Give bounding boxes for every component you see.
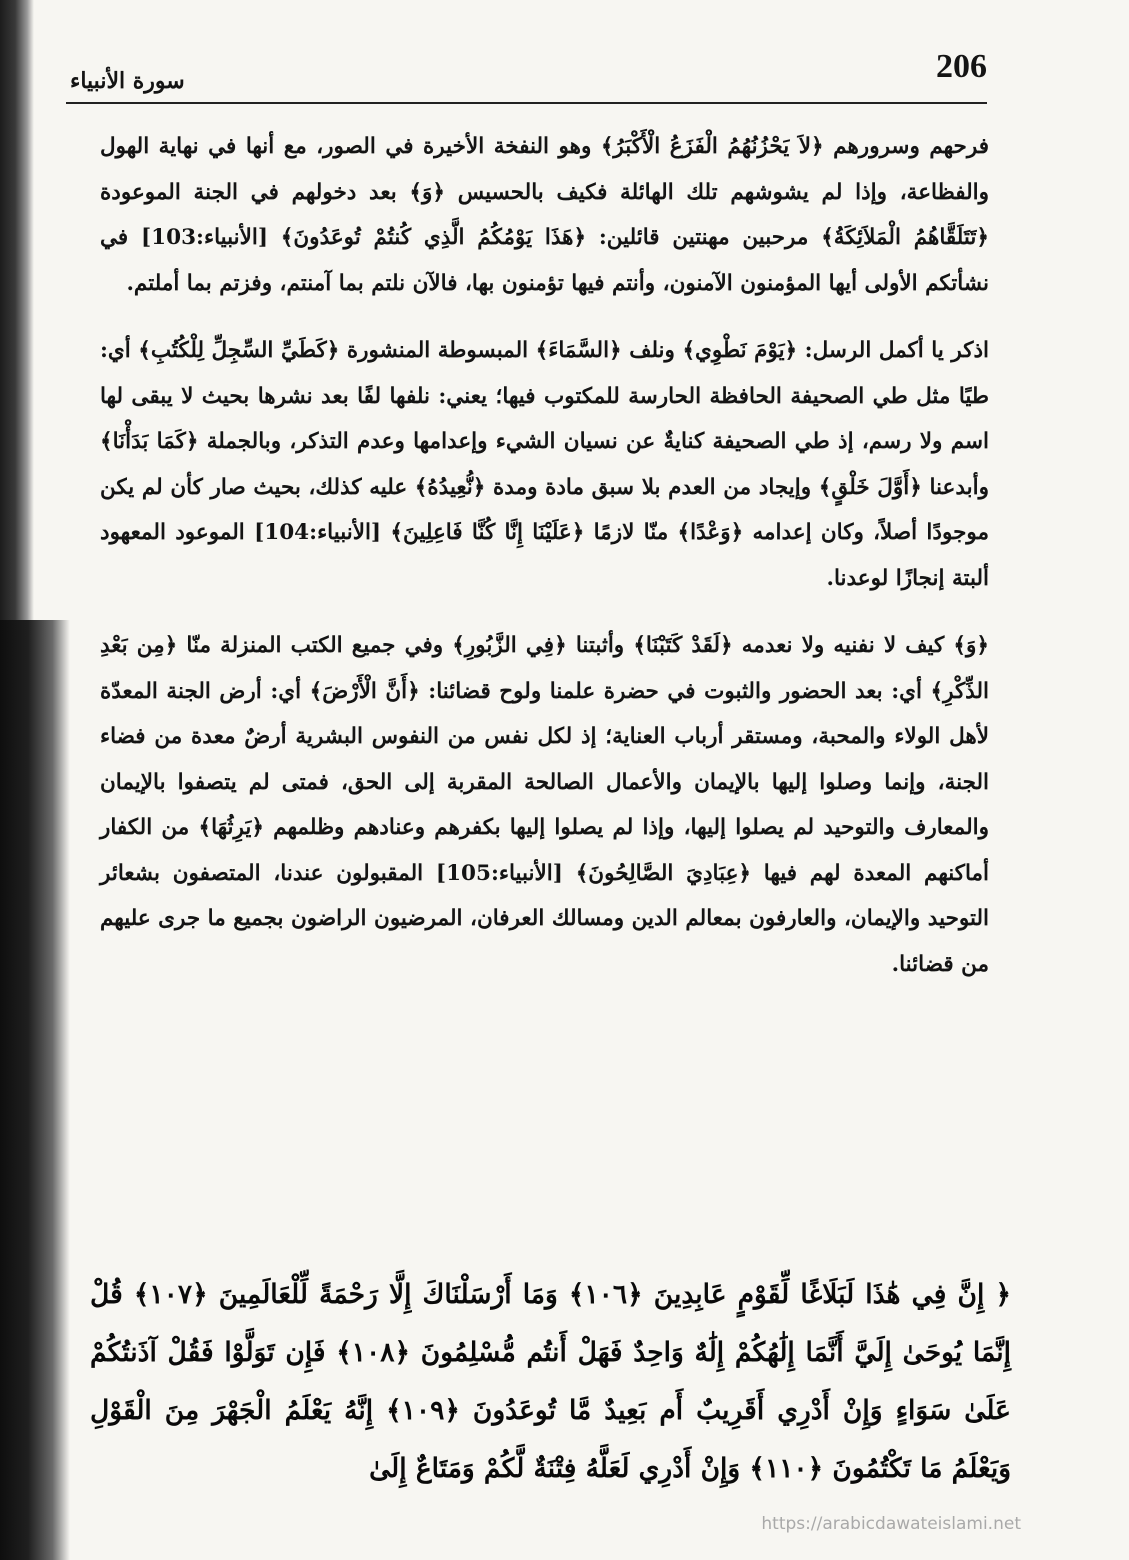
book-binding-shadow bbox=[0, 620, 70, 1560]
commentary-paragraph: ﴿وَ﴾ كيف لا نفنيه ولا نعدمه ﴿لَقَدْ كَتَبْنَا﴾ وأثبتنا ﴿فِي الزَّبُورِ﴾ وفي جميع الكتب المنزلة منّا ﴿مِن بَعْدِ الذِّكْرِ﴾ أي: بعد الحضور والثبوت في حضرة علمنا ولوح قضائنا: ﴿أَنَّ الْأَرْضَ﴾ أي: أرض الجنة المعدّة لأهل الولاء والمحبة، ومستقر أرباب العناية؛ إذ لكل نفس من النفوس البشرية أرضٌ معدة من فضاء الجنة، وإنما وصلوا إليها بالإيمان والأعمال الصالحة المقربة إلى الحق، فمتى لم يتصفوا بالإيمان والمعارف والتوحيد لم يصلوا إليها، وإذا لم يصلوا إليها بكفرهم وعنادهم وظلمهم ﴿يَرِثُهَا﴾ من الكفار أماكنهم المعدة لهم فيها ﴿عِبَادِيَ الصَّالِحُونَ﴾ [الأنبياء:105] المقبولون عندنا، المتصفون بشعائر التوحيد والإيمان، والعارفون بمعالم الدين ومسالك العرفان، المرضيون الراضون بجميع ما جرى عليهم من قضائنا. bbox=[100, 633, 989, 977]
quran-verses: ﴿ إِنَّ فِي هَٰذَا لَبَلَاغًا لِّقَوْمٍ عَابِدِينَ ﴿١٠٦﴾ وَمَا أَرْسَلْنَاكَ إِلَّا رَحْمَةً لِّلْعَالَمِينَ ﴿١٠٧﴾ قُلْ إِنَّمَا يُوحَىٰ إِلَيَّ أَنَّمَا إِلَٰهُكُمْ إِلَٰهٌ وَاحِدٌ فَهَلْ أَنتُم مُّسْلِمُونَ ﴿١٠٨﴾ فَإِن تَوَلَّوْا فَقُلْ آذَنتُكُمْ عَلَىٰ سَوَاءٍ وَإِنْ أَدْرِي أَقَرِيبٌ أَم بَعِيدٌ مَّا تُوعَدُونَ ﴿١٠٩﴾ إِنَّهُ يَعْلَمُ الْجَهْرَ مِنَ الْقَوْلِ وَيَعْلَمُ مَا تَكْتُمُونَ ﴿١١٠﴾ وَإِنْ أَدْرِي لَعَلَّهُ فِتْنَةٌ لَّكُمْ وَمَتَاعٌ إِلَىٰ bbox=[90, 1279, 1012, 1484]
commentary-paragraph: اذكر يا أكمل الرسل: ﴿يَوْمَ نَطْوِي﴾ ونلف ﴿السَّمَاءَ﴾ المبسوطة المنشورة ﴿كَطَيِّ السِّجِلِّ لِلْكُتُبِ﴾ أي: طيًا مثل طي الصحيفة الحافظة الحارسة للمكتوب فيها؛ يعني: نلفها لفًا بعد نشرها بحيث لا يبقى لها اسم ولا رسم، إذ طي الصحيفة كنايةٌ عن نسيان الشيء وإعدامها وعدم التذكر، وبالجملة ﴿كَمَا بَدَأْنَا﴾ وأبدعنا ﴿أَوَّلَ خَلْقٍ﴾ وإيجاد من العدم بلا سبق مادة ومدة ﴿نُّعِيدُهُ﴾ عليه كذلك، بحيث صار كأن لم يكن موجودًا أصلاً، وكان إعدامه ﴿وَعْدًا﴾ منّا لازمًا ﴿عَلَيْنَا إِنَّا كُنَّا فَاعِلِينَ﴾ [الأنبياء:104] الموعود المعهود ألبتة إنجازًا لوعدنا. bbox=[100, 338, 989, 591]
surah-title: سورة الأنبياء bbox=[70, 68, 185, 94]
header-rule bbox=[66, 102, 987, 104]
watermark-url: https://arabicdawateislami.net bbox=[761, 1514, 1021, 1534]
page-number: 206 bbox=[936, 48, 987, 85]
commentary-text bbox=[100, 124, 989, 1009]
commentary-paragraph: فرحهم وسرورهم ﴿لاَ يَحْزُنُهُمُ الْفَزَعُ الْأَكْبَرُ﴾ وهو النفخة الأخيرة في الصور، مع أنها في نهاية الهول والفظاعة، وإذا لم يشوشهم تلك الهائلة فكيف بالحسيس ﴿وَ﴾ بعد دخولهم في الجنة الموعودة ﴿تَتَلَقَّاهُمُ الْمَلاَئِكَةُ﴾ مرحبين مهنتين قائلين: ﴿هَذَا يَوْمُكُمُ الَّذِي كُنتُمْ تُوعَدُونَ﴾ [الأنبياء:103] في نشأتكم الأولى أيها المؤمنون الآمنون، وأنتم فيها تؤمنون بها، فالآن نلتم بما آمنتم، وفزتم بما أملتم. bbox=[100, 134, 989, 296]
page-header bbox=[70, 48, 987, 100]
